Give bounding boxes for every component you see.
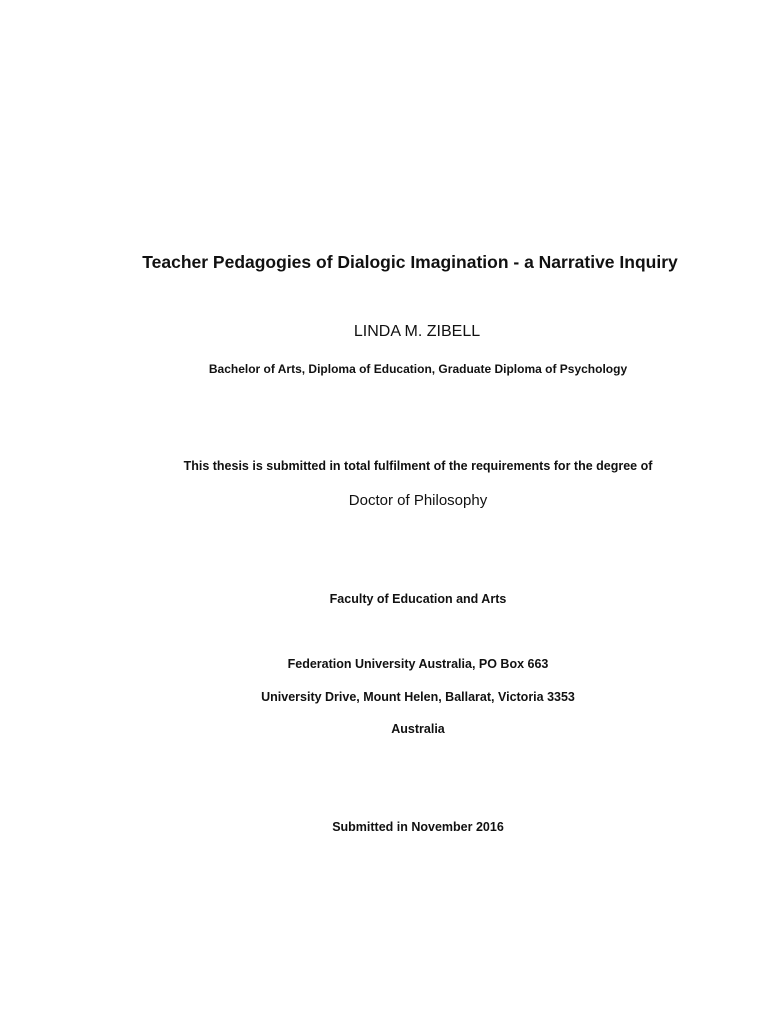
faculty-name: Faculty of Education and Arts [329, 592, 507, 606]
address-line-1: Federation University Australia, PO Box 663 [287, 657, 549, 671]
thesis-title: Teacher Pedagogies of Dialogic Imagination - a Narrative Inquiry [142, 252, 678, 272]
author-name: LINDA M. ZIBELL [353, 323, 481, 340]
address-line-3: Australia [391, 722, 445, 736]
author-qualifications: Bachelor of Arts, Diploma of Education, Graduate Diploma of Psychology [208, 362, 628, 376]
submission-statement: This thesis is submitted in total fulfilment of the requirements for the degree of [183, 459, 653, 473]
address-line-2: University Drive, Mount Helen, Ballarat, Victoria 3353 [261, 690, 575, 704]
submission-date: Submitted in November 2016 [332, 820, 504, 834]
degree-name: Doctor of Philosophy [348, 492, 488, 509]
